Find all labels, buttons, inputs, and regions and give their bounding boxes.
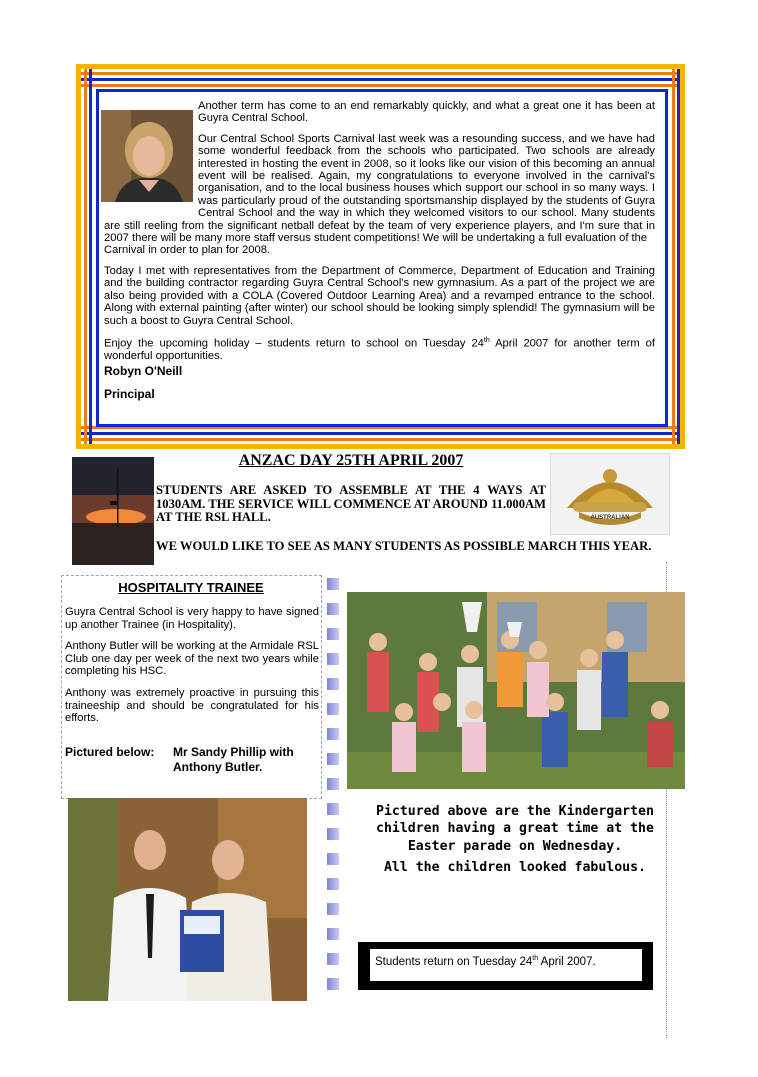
principal-paragraph: Another term has come to an end remarkably quickly, and what a great one it has been at Guyra Central School. bbox=[198, 100, 655, 125]
pictured-name: Mr Sandy Phillip with bbox=[173, 745, 294, 759]
hospitality-article bbox=[65, 606, 319, 734]
return-notice: Students return on Tuesday 24th April 2007. bbox=[375, 955, 596, 968]
divider-square bbox=[327, 828, 339, 840]
divider-square bbox=[327, 903, 339, 915]
divider-square bbox=[327, 728, 339, 740]
pictured-label: Pictured below: bbox=[65, 745, 155, 759]
divider-square bbox=[327, 753, 339, 765]
frame-stripe bbox=[81, 438, 680, 441]
hospitality-paragraph: Guyra Central School is very happy to have signed up another Trainee (in Hospitality). bbox=[65, 606, 319, 631]
divider-square bbox=[327, 778, 339, 790]
divider-square bbox=[327, 628, 339, 640]
principal-paragraph: Enjoy the upcoming holiday – students return to school on Tuesday 24th April 2007 for another term of wonderful opportunities. bbox=[104, 336, 655, 363]
divider-square bbox=[327, 803, 339, 815]
anzac-march-notice: WE WOULD LIKE TO SEE AS MANY STUDENTS AS POSSIBLE MARCH THIS YEAR. bbox=[156, 539, 652, 553]
divider-square bbox=[327, 703, 339, 715]
frame-stripe bbox=[677, 69, 680, 444]
badge-scroll-text: AUSTRALIAN bbox=[590, 515, 630, 521]
hospitality-paragraph: Anthony was extremely proactive in pursuing this traineeship and should be congratulated for his efforts. bbox=[65, 686, 319, 725]
kindergarten-caption: Pictured above are the Kindergarten children having a great time at the Easter parade on Wednesday. bbox=[376, 804, 654, 854]
trainee-photo bbox=[68, 798, 307, 1001]
divider-square bbox=[327, 928, 339, 940]
anzac-sunset-photo bbox=[72, 457, 154, 565]
signature-title: Principal bbox=[104, 387, 155, 402]
divider-square bbox=[327, 853, 339, 865]
divider-square bbox=[327, 978, 339, 990]
divider-square bbox=[327, 678, 339, 690]
principal-paragraph: Carnival in order to plan for 2008. bbox=[104, 244, 271, 257]
pictured-caption bbox=[65, 745, 319, 775]
principal-letter bbox=[104, 100, 655, 410]
hospitality-title: HOSPITALITY TRAINEE bbox=[118, 580, 264, 595]
anzac-title: ANZAC DAY 25TH APRIL 2007 bbox=[238, 452, 464, 469]
kindergarten-photo bbox=[347, 592, 685, 789]
hospitality-paragraph: Anthony Butler will be working at the Armidale RSL Club one day per week of the next two years while completing his HSC. bbox=[65, 640, 319, 678]
frame-stripe bbox=[81, 432, 680, 435]
frame-stripe bbox=[89, 69, 92, 444]
divider-square bbox=[327, 578, 339, 590]
frame-stripe bbox=[84, 69, 87, 444]
pictured-name: Anthony Butler. bbox=[173, 760, 263, 774]
divider-square bbox=[327, 653, 339, 665]
anzac-notice: STUDENTS ARE ASKED TO ASSEMBLE AT THE 4 WAYS AT 1030AM. THE SERVICE WILL COMMENCE AT AROUND 11.000AM AT THE RSL HALL. bbox=[156, 483, 546, 524]
principal-paragraph: Our Central School Sports Carnival last week was a resounding success, and we have had some wonderful feedback from the schools who participated. Two schools are already interested in hosting the event in 2008, so it looks like our vision of this becoming an annual event will be realised. Again, my congratulations to everyone involved in the carnival's organisation, and to the local business houses which support our school in so many ways. I was particularly proud of the outstanding sportsmanship displayed by the students of Guyra Central School and the way in which they welcomed visitors to our school. Many students are still reeling from the significant netball defeat by the team of very experience players, and I'm sure that in 2007 there will be many more staff versus student competitions! We will be undertaking a full evaluation of the bbox=[104, 132, 655, 245]
frame-stripe bbox=[81, 78, 680, 81]
rising-sun-badge bbox=[550, 453, 670, 535]
signature-name: Robyn O'Neill bbox=[104, 364, 183, 379]
divider-square bbox=[327, 953, 339, 965]
kindergarten-caption-secondary: All the children looked fabulous. bbox=[383, 860, 646, 875]
frame-stripe bbox=[672, 69, 675, 444]
frame-stripe bbox=[81, 84, 680, 87]
frame-stripe bbox=[81, 72, 680, 75]
divider-square bbox=[327, 878, 339, 890]
divider-square bbox=[327, 603, 339, 615]
principal-paragraph: Today I met with representatives from the Department of Commerce, Department of Education and Training and the building contractor regarding Guyra Central School's new gymnasium. As a part of the project we are also being provided with a COLA (Covered Outdoor Learning Area) and a revamped entrance to the school. Along with external painting (after winter) our school should be looking simply splendid! The gymnasium will be such a boost to Guyra Central School. bbox=[104, 264, 655, 327]
